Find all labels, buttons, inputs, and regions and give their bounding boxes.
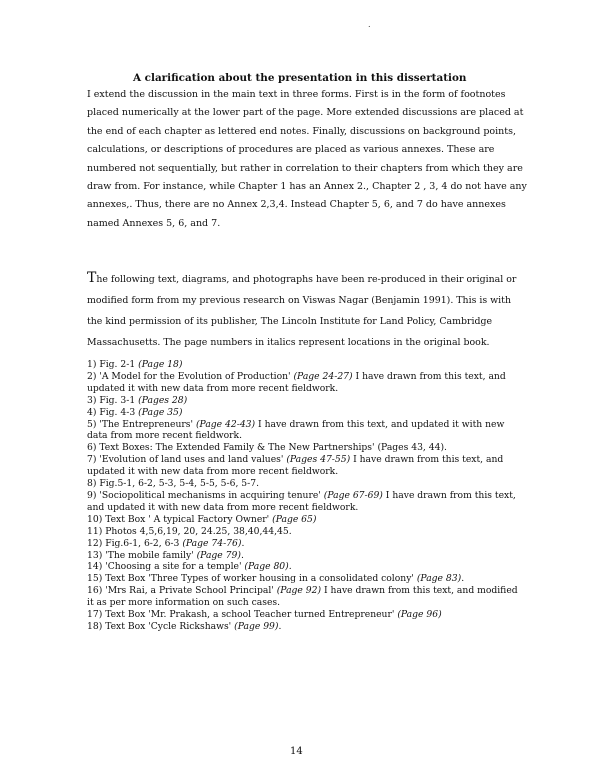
list-item	[87, 371, 527, 395]
item-page-location: (Page 79)	[196, 549, 241, 561]
reproduced-material-section	[87, 268, 527, 633]
list-item	[87, 621, 527, 633]
item-text: 3) Fig. 3-1	[87, 394, 139, 406]
item-text: 17) Text Box 'Mr. Prakash, a school Teacher turned Entrepreneur'	[87, 609, 398, 621]
item-text: 10) Text Box ' A typical Factory Owner'	[87, 513, 273, 525]
list-item	[87, 442, 527, 454]
list-item	[87, 526, 527, 538]
item-note: .	[241, 537, 245, 549]
list-item	[87, 538, 527, 550]
item-text: 8) Fig.5-1, 6-2, 5-3, 5-4, 5-5, 5-6, 5-7.	[87, 478, 259, 490]
item-note: I have drawn from this text, and updated it with new data from more recent fieldwork.	[87, 454, 504, 478]
intro-text: he following text, diagrams, and photographs have been re-produced in their original or modified form from my previous research on Viswas Nagar (Benjamin 1991). This is with the kind permission of its publisher, The Lincoln Institute for Land Policy, Cambridge Massachusetts. The page numbers in italics represent locations in the original book.	[87, 274, 517, 348]
item-page-location: (Page 92)	[276, 585, 322, 597]
item-note: I have drawn from this text, and updated it with new data from more recent fieldwork.	[87, 418, 505, 442]
item-page-location: (Pages 28)	[138, 394, 188, 406]
item-page-location: (Page 83)	[416, 573, 462, 585]
item-text: 16) 'Mrs Rai, a Private School Principal'	[87, 585, 277, 597]
item-text: 15) Text Box 'Three Types of worker housing in a consolidated colony'	[87, 573, 417, 585]
item-page-location: (Page 96)	[397, 609, 442, 621]
item-page-location: (Page 65)	[272, 513, 317, 525]
list-item	[87, 585, 527, 609]
item-note: I have drawn from this text, and updated it with new data from more recent fieldwork.	[87, 489, 516, 513]
item-page-location: (Page 42-43)	[195, 418, 256, 430]
list-item	[87, 561, 527, 573]
item-page-location: (Page 80)	[244, 561, 289, 573]
page-number: 14	[290, 746, 303, 757]
item-note: I have drawn from this text, and updated it with new data from more recent fieldwork.	[87, 370, 506, 394]
reproduced-items-list	[87, 359, 527, 633]
item-text: 9) 'Sociopolitical mechanisms in acquiring tenure'	[87, 489, 324, 501]
list-item	[87, 550, 527, 562]
item-page-location: (Page 18)	[138, 359, 183, 370]
intro-drop-letter: T	[87, 270, 97, 286]
item-page-location: (Page 74-76)	[182, 537, 242, 549]
item-text: 1) Fig. 2-1	[87, 359, 139, 370]
list-item	[87, 573, 527, 585]
list-item	[87, 419, 527, 443]
item-text: 13) 'The mobile family'	[87, 549, 197, 561]
clarification-section	[87, 70, 527, 233]
item-note: .	[278, 620, 282, 632]
list-item	[87, 478, 527, 490]
item-note: I have drawn from this text, and modified it as per more information on such cases.	[87, 585, 518, 609]
item-page-location: (Page 24-27)	[293, 370, 353, 382]
item-text: 18) Text Box 'Cycle Rickshaws'	[87, 620, 235, 632]
list-item	[87, 609, 527, 621]
item-page-location: (Pages 47-55)	[286, 454, 351, 466]
list-item	[87, 407, 527, 419]
list-item	[87, 490, 527, 514]
list-item	[87, 514, 527, 526]
item-text: 2) 'A Model for the Evolution of Production'	[87, 370, 294, 382]
item-note: .	[461, 573, 465, 585]
item-note: .	[240, 549, 244, 561]
item-text: 4) Fig. 4-3	[87, 406, 139, 418]
item-text: 5) 'The Entrepreneurs'	[87, 418, 196, 430]
item-page-location: (Page 67-69)	[323, 489, 383, 501]
item-page-location: (Page 99)	[234, 620, 279, 632]
section-heading: A clarification about the presentation in this dissertation	[133, 72, 467, 84]
item-text: 11) Photos 4,5,6,19, 20, 24.25, 38,40,44,45.	[87, 525, 292, 537]
clarification-paragraph: I extend the discussion in the main text in three forms. First is in the form of footnotes placed numerically at the lower part of the page. More extended discussions are placed at the end of each chapter as lettered end notes. Finally, discussions on background points, calculations, or descriptions of procedures are placed as various annexes. These are numbered not sequentially, but rather in correlation to their chapters from which they are draw from. For instance, while Chapter 1 has an Annex 2., Chapter 2 , 3, 4 do not have any annexes,. Thus, there are no Annex 2,3,4. Instead Chapter 5, 6, and 7 do have annexes named Annexes 5, 6, and 7.	[87, 89, 527, 229]
intro-paragraph	[87, 268, 527, 353]
item-note: .	[288, 561, 292, 573]
top-mark: .	[368, 20, 371, 29]
item-page-location: (Page 35)	[138, 406, 183, 418]
item-text: 7) 'Evolution of land uses and land values'	[87, 454, 287, 466]
list-item	[87, 454, 527, 478]
item-text: 6) Text Boxes: The Extended Family & The New Partnerships' (Pages 43, 44).	[87, 442, 447, 454]
list-item	[87, 395, 527, 407]
list-item	[87, 359, 527, 371]
item-text: 14) 'Choosing a site for a temple'	[87, 561, 245, 573]
item-text: 12) Fig.6-1, 6-2, 6-3	[87, 537, 183, 549]
